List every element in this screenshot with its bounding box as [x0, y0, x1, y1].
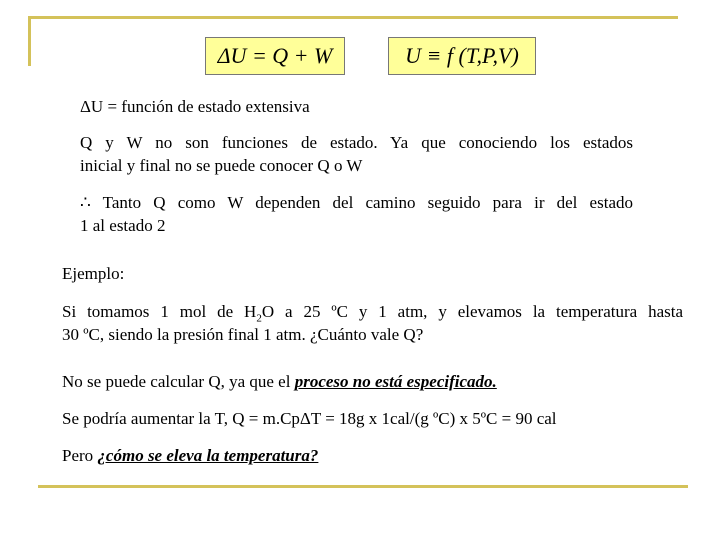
equation-state-function: U ≡ f (T,P,V) [405, 43, 519, 68]
therefore-line-2: 1 al estado 2 [80, 216, 166, 235]
answer-line [62, 371, 497, 393]
bottom-rule [38, 485, 688, 488]
water-subscript: 2 [256, 312, 262, 325]
equation-box-state-function [388, 37, 536, 75]
calculation-line: Se podría aumentar la T, Q = m.CpΔT = 18g x 1cal/(g ºC) x 5ºC = 90 cal [62, 409, 557, 428]
therefore-line-1: ∴ Tanto Q como W dependen del camino seguido para ir del estado [80, 193, 633, 212]
answer-text: No se puede calcular Q, ya que el [62, 372, 295, 391]
not-state-function-line-2: inicial y final no se puede conocer Q o W [80, 156, 363, 175]
equation-box-energy [205, 37, 345, 75]
equation-energy: ΔU = Q + W [217, 43, 333, 68]
answer-emphasis: proceso no está especificado. [294, 372, 497, 391]
not-state-function-line-1: Q y W no son funciones de estado. Ya que conociendo los estados [80, 133, 633, 152]
left-rule [28, 16, 31, 66]
example-text-end: O a 25 ºC y 1 atm, y elevamos la temperatura hasta [261, 302, 684, 321]
state-function-statement: ΔU = función de estado extensiva [80, 97, 310, 116]
question-text: Pero [62, 446, 98, 465]
top-rule [28, 16, 678, 19]
question-line [62, 445, 318, 467]
example-line-2: 30 ºC, siendo la presión final 1 atm. ¿Cuánto vale Q? [62, 325, 424, 344]
example-heading: Ejemplo: [62, 264, 125, 283]
example-text-start: Si tomamos 1 mol de H [62, 302, 257, 321]
question-emphasis: ¿cómo se eleva la temperatura? [97, 446, 319, 465]
